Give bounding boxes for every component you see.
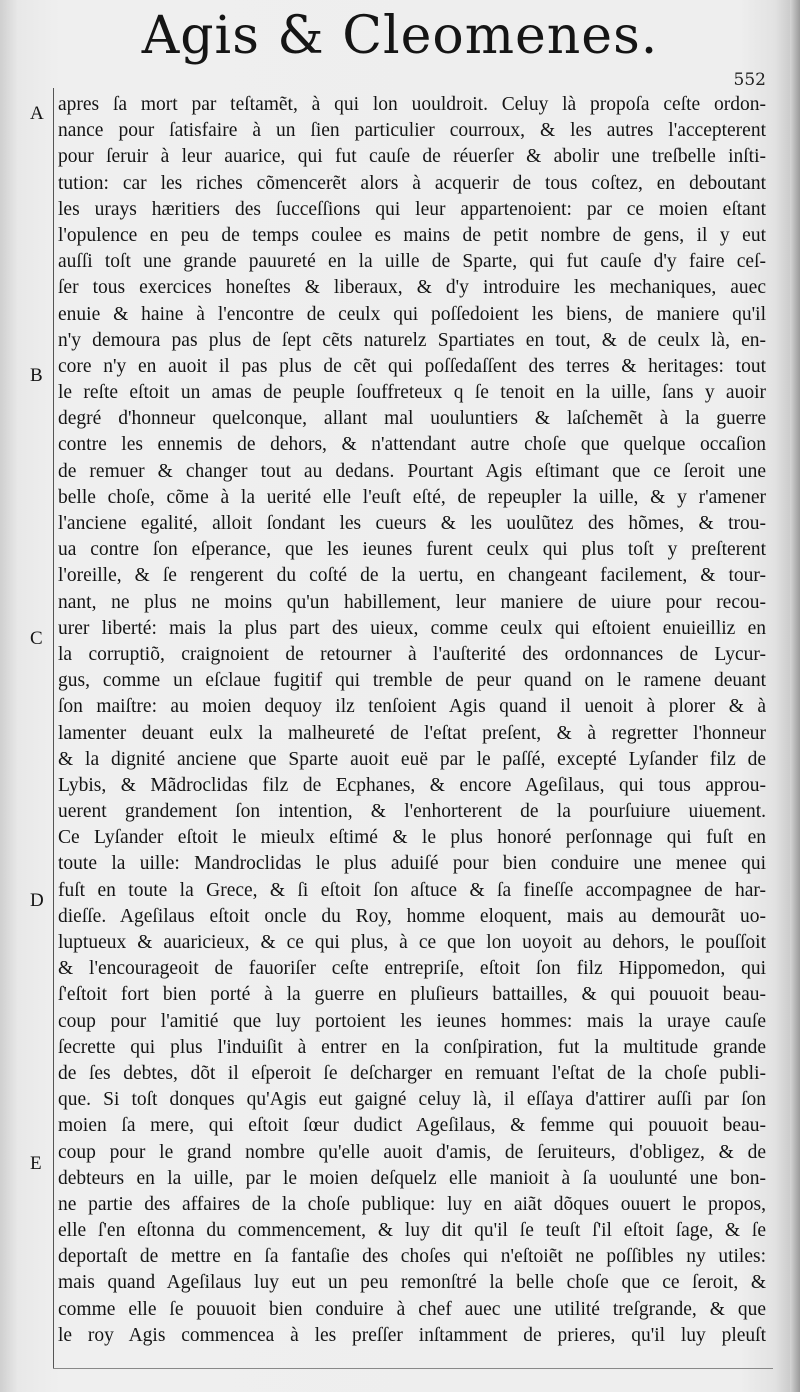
text-line: contre les ennemis de dehors, & n'attendant autre choſe que quelque occaſion [58,434,766,456]
text-line: pour ſeruir à leur auarice, qui fut cauſe de réuerſer & abolir une treſbelle inſti- [58,146,766,168]
margin-marker-b: B [30,365,43,386]
text-line: luptueux & auaricieux, & ce qui plus, à ce que lon uoyoit au dehors, le pouſſoit [58,932,766,953]
text-line: coup pour l'amitié que luy portoient les ieunes hommes: mais la uraye cauſe [58,1010,766,1032]
text-line: ſon maiſtre: au moien dequoy ilz tenſoient Agis quand il uenoit à plorer & à [58,696,766,718]
text-line: ne partie des affaires de la choſe publique: luy en aiãt dõques ouuert le propos, [58,1193,766,1215]
text-line: l'oreille, & ſe rengerent du coſté de la uertu, en changeant facilement, & tour- [58,565,766,587]
text-line: tution: car les riches cõmencerẽt alors à acquerir de tous coſtez, en deboutant [58,172,766,194]
margin-marker-a: A [30,103,44,124]
text-line: urer liberté: mais la plus part des uieux, comme ceulx qui eſtoient enuieilliz en [58,617,766,639]
text-line: l'anciene egalité, alloit ſondant les cueurs & les uoulũtez des hõmes, & trou- [58,513,766,534]
text-line: & l'encourageoit de fauoriſer ceſte entrepriſe, eſtoit ſon filz Hippomedon, qui [58,958,766,980]
margin-rule [53,88,54,1368]
text-line: moien ſa mere, qui eſtoit ſœur dudict Ageſilaus, & femme qui pouuoit beau- [58,1115,766,1137]
page-number: 552 [733,70,766,90]
text-line: les urays hæritiers des ſucceſſions qui leur appartenoient: par ce moien eſtant [58,198,766,220]
text-line: & la dignité anciene que Sparte auoit euë par le paſſé, excepté Lyſander filz de [58,748,766,770]
text-line: n'y demoura pas plus de ſept cẽts naturelz Spartiates en tout, & de ceulx là, en- [58,329,766,351]
text-line: apres ſa mort par teſtamẽt, à qui lon uouldroit. Celuy là propoſa ceſte ordon- [58,94,766,115]
text-line: le roy Agis commencea à les preſſer inſtamment de prieres, qu'il luy pleuſt [58,1324,766,1346]
text-line: deportaſt de mettre en ſa fantaſie des choſes qui n'eſtoiẽt ne poſſibles ny utiles: [58,1246,766,1268]
text-line: degré d'honneur quelconque, allant mal uouluntiers & laſchemẽt à la guerre [58,408,766,430]
text-line: mais quand Ageſilaus luy eut un peu remonſtré la belle choſe que ce ſeroit, & [58,1272,766,1294]
text-line: uerent grandement ſon intention, & l'enhorterent de la pourſuiure uiuement. [58,801,766,823]
running-title: Agis & Cleomenes. [141,6,659,66]
text-line: debteurs en la uille, par le moien deſquelz elle manioit à ſa uoulunté une bon- [58,1167,766,1189]
text-line: core n'y en auoit il pas plus de cẽt qui poſſedaſſent des terres & heritages: tout [58,355,766,377]
text-line: elle ſ'en eſtonna du commencement, & luy dit qu'il ſe teuſt ſ'il eſtoit ſage, & ſe [58,1220,766,1242]
text-line: ſer tous exercices honeſtes & liberaux, & d'y introduire les mechaniques, auec [58,277,766,299]
text-line: auſſi toſt une grande pauureté en la uille de Sparte, qui fut cauſe d'y faire ceſ- [58,251,766,273]
text-line: lamenter deuant eulx la malheureté de l'eſtat preſent, & à regretter l'honneur [58,722,766,744]
bottom-rule [53,1368,773,1369]
text-line: nance pour ſatisfaire à un ſien particulier courroux, & les autres l'accepterent [58,120,766,142]
text-line: la corruptiõ, craignoient de retourner à l'auſterité des ordonnances de Lycur- [58,643,766,665]
text-line: de remuer & changer tout au dedans. Pourtant Agis eſtimant que ce ſeroit une [58,460,766,482]
margin-marker-c: C [30,628,43,649]
margin-marker-e: E [30,1153,42,1174]
text-line: Lybis, & Mãdroclidas filz de Ecphanes, & encore Ageſilaus, qui tous approu- [58,774,766,796]
text-line: fuſt en toute la Grece, & ſi eſtoit ſon aſtuce & ſa fineſſe accompagnee de har- [58,879,766,901]
page-edge-shadow [790,0,800,1392]
text-line: ua contre ſon eſperance, que les ieunes furent ceulx qui plus toſt y preſterent [58,539,766,561]
text-line: dieſſe. Ageſilaus eſtoit oncle du Roy, homme eloquent, mais au demourãt uo- [58,905,766,927]
text-line: belle choſe, cõme à la uerité elle l'euſt eſté, de repeupler la uille, & y r'amener [58,486,766,508]
text-line: nant, ne plus ne moins qu'un habillement, leur maniere de uiure pour recou- [58,591,766,613]
text-line: Ce Lyſander eſtoit le mieulx eſtimé & le plus honoré perſonnage qui fuſt en [58,827,766,849]
text-line: ſecrette qui plus l'induiſit à entrer en la conſpiration, fut la multitude grande [58,1036,766,1058]
text-line: ſ'eſtoit fort bien porté à la guerre en pluſieurs battailles, & qui pouuoit beau- [58,984,766,1006]
text-line: le reſte eſtoit un amas de peuple ſouffreteux q ſe tenoit en la uille, ſans y auoir [58,382,766,404]
text-line: coup pour le grand nombre qu'elle auoit d'amis, de ſeruiteurs, d'obligez, & de [58,1141,766,1163]
text-line: comme elle ſe pouuoit bien conduire à chef auec une utilité treſgrande, & que [58,1298,766,1320]
body-text [58,92,766,1349]
text-line: de ſes debtes, dõt il eſperoit ſe deſcharger en remuant l'eſtat de la choſe publi- [58,1062,766,1084]
text-line: gus, comme un eſclaue fugitif qui tremble de peur quand on le ramene deuant [58,670,766,692]
text-line: l'opulence en peu de temps coulee es mains de petit nombre de gens, il y eut [58,224,766,246]
margin-marker-d: D [30,890,44,911]
text-line: toute la uille: Mandroclidas le plus aduiſé pour bien conduire une menee qui [58,853,766,875]
text-line: que. Si toſt donques qu'Agis eut gaigné celuy là, il eſſaya d'attirer auſſi par ſon [58,1089,766,1111]
text-line: enuie & haine à l'encontre de ceulx qui poſſedoient les biens, de maniere qu'il [58,303,766,325]
